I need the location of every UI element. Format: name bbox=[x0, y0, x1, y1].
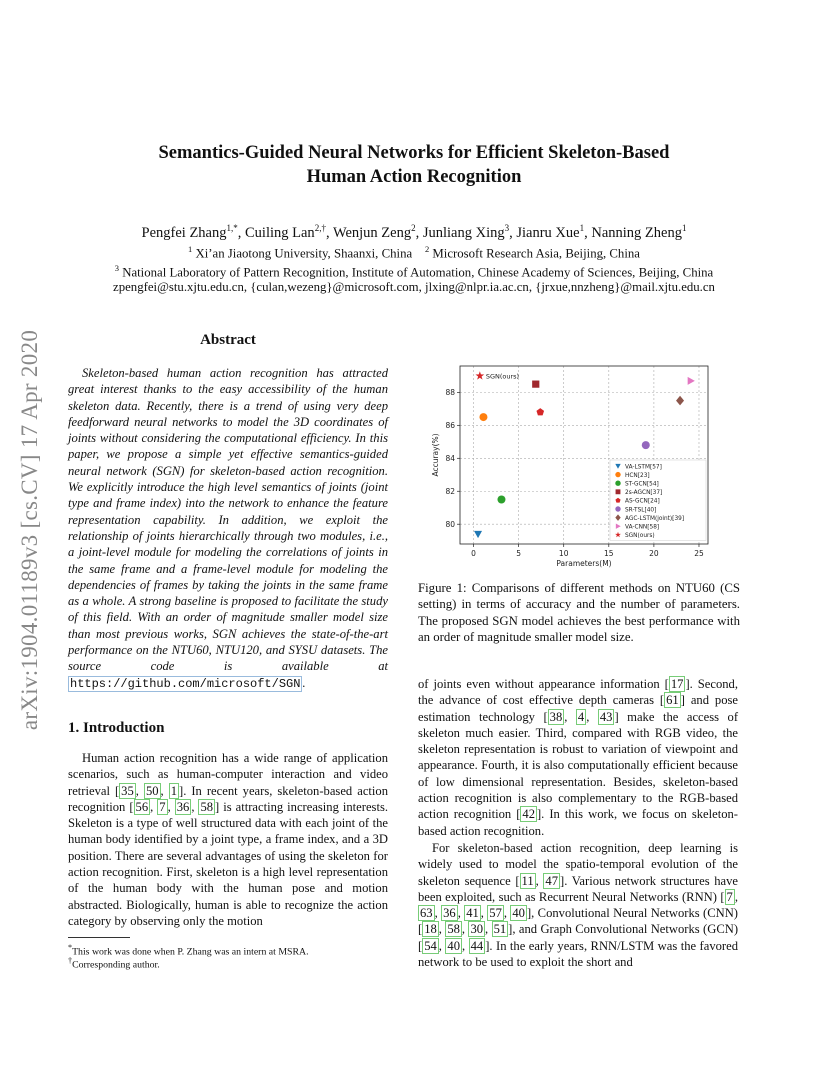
paragraph-text: ]. In this work, we focus on skeleton-based action recognition. bbox=[418, 807, 738, 838]
data-point bbox=[536, 408, 544, 415]
legend-label: 2s-AGCN[37] bbox=[625, 490, 663, 497]
abstract-end: . bbox=[302, 675, 306, 690]
author-emails: zpengfei@stu.xjtu.edu.cn, {culan,wezeng}@microsoft.com, jlxing@nlpr.ia.ac.cn, {jrxue,nnzheng}@mail.xjtu.edu.cn bbox=[113, 280, 715, 294]
paragraph-text: , bbox=[167, 799, 175, 814]
paragraph-text: ]. In recent years, skeleton-based action recognition [ bbox=[68, 783, 389, 814]
author-name: Nanning Zheng bbox=[591, 224, 682, 241]
paragraph-text: ], Convolutional Neural Networks (CNN) [ bbox=[418, 906, 738, 937]
paragraph-text: , bbox=[535, 873, 544, 888]
paragraph-text: , bbox=[480, 906, 488, 921]
citation-link[interactable]: 7 bbox=[159, 799, 166, 814]
paper-title-line-1: Semantics-Guided Neural Networks for Efficient Skeleton-Based bbox=[158, 143, 670, 163]
paper-title bbox=[0, 141, 828, 189]
citation-link[interactable]: 61 bbox=[666, 693, 679, 708]
paragraph-text: , bbox=[461, 922, 469, 937]
paragraph-text: Human action recognition has a wide range of application scenarios, such as human-computer interaction and video retrieval [ bbox=[68, 751, 388, 798]
citation-link[interactable]: 42 bbox=[522, 807, 535, 822]
citation-link[interactable]: 51 bbox=[493, 922, 507, 937]
affiliation-2: Microsoft Research Asia, Beijing, China bbox=[432, 246, 640, 261]
citation-link[interactable]: 63 bbox=[420, 906, 433, 921]
y-tick-label: 86 bbox=[445, 421, 455, 431]
affiliation-3: National Laboratory of Pattern Recognition, Institute of Automation, Chinese Academy of Sciences, Beijing, China bbox=[122, 265, 714, 280]
paragraph-text: ] is attracting increasing interests. Skeleton is a type of well structured data with each joint of the human body identified by a joint type, a frame index, and a 3D position. There are several advantages of using the skeleton for action recognition. First, skeleton is a high level representation of the human body with the human pose and motion abstracted. Biologically, human is able to recognize the action category by observing only the motion bbox=[68, 799, 389, 928]
citation-link[interactable]: 36 bbox=[443, 906, 456, 921]
legend-marker bbox=[616, 489, 621, 494]
x-tick-label: 0 bbox=[471, 549, 476, 558]
legend-label: VA-LSTM[57] bbox=[625, 464, 662, 471]
paragraph-text: ] and pose estimation technology [ bbox=[418, 693, 739, 724]
citation-link[interactable]: 18 bbox=[424, 922, 437, 937]
author-name: Cuiling Lan bbox=[245, 224, 315, 241]
col2-paragraph-2 bbox=[418, 840, 738, 970]
x-axis-label: Parameters(M) bbox=[556, 559, 612, 568]
citation-link[interactable]: 1 bbox=[170, 783, 177, 798]
footnote-2-text: Corresponding author. bbox=[72, 959, 160, 971]
citation-link[interactable]: 7 bbox=[726, 889, 733, 904]
abstract-text: Skeleton-based human action recognition has attracted great interest thanks to the easy accessibility of the human skeleton data. Recently, there is a trend of using very deep feedforward neural networks to model the 3D coordinates of joints without considering the computational efficiency. In this paper, we propose a simple yet effective semantics-guided neural network (SGN) for skeleton-based action recognition. We explicitly introduce the high level semantics of joints (joint type and frame index) into the network to enhance the feature representation capability. In addition, we exploit the relationship of joints hierarchically through two modules, i.e., a joint-level module for modeling the correlations of joints in the same frame and a frame-level module for modeling the dependencies of frames by taking the joints in the same frame as a whole. A strong baseline is proposed to facilitate the study of this field. With an order of magnitude smaller model size than most previous works, SGN achieves the state-of-the-art performance on the NTU60, NTU120, and SYSU datasets. The source code is available at bbox=[68, 366, 388, 674]
author-list: Pengfei Zhang$^{1,*}$, Cuiling Lan$^{2,\dagger}$, Wenjun Zeng$^2$, Junliang Xing$^3$, Jianru Xue$^1$, Nanning Zheng$^1$ bbox=[141, 223, 687, 241]
legend-label: AS-GCN[24] bbox=[625, 498, 660, 505]
paragraph-text: ]. Second, the advance of cost effective depth cameras [ bbox=[418, 677, 738, 708]
citation-link[interactable]: 43 bbox=[599, 709, 613, 724]
data-point bbox=[676, 396, 684, 406]
citation-link[interactable]: 50 bbox=[145, 783, 159, 798]
paragraph-text: , bbox=[135, 783, 144, 798]
footnote-rule bbox=[68, 937, 130, 938]
author-affiliation-mark: 1 bbox=[681, 223, 687, 233]
paragraph-text: , bbox=[438, 938, 446, 953]
x-tick-label: 20 bbox=[649, 549, 659, 558]
col2-paragraph-1 bbox=[418, 676, 738, 839]
paragraph-text: , bbox=[191, 799, 199, 814]
section-heading-introduction: 1. Introduction bbox=[68, 720, 165, 736]
data-point bbox=[688, 377, 695, 385]
legend-label: ST-GCN[54] bbox=[625, 481, 659, 488]
data-point bbox=[474, 531, 482, 538]
y-axis-label: Accuray(%) bbox=[431, 433, 440, 477]
legend-label: VA-CNN[58] bbox=[625, 524, 660, 531]
citation-link[interactable]: 44 bbox=[470, 938, 484, 953]
legend-marker bbox=[615, 506, 620, 511]
paragraph-text: , bbox=[150, 799, 158, 814]
figure-1-caption: Figure 1: Comparisons of different methods on NTU60 (CS setting) in terms of accuracy and the number of parameters. The proposed SGN model achieves the best performance with an order of magnitude smaller model size. bbox=[418, 581, 740, 644]
paragraph-text: , bbox=[434, 906, 442, 921]
paragraph-text: of joints even without appearance information [ bbox=[418, 677, 669, 691]
author-name: Wenjun Zeng bbox=[332, 224, 412, 241]
author-affiliation-mark: 1 bbox=[579, 223, 585, 233]
paragraph-text: , bbox=[160, 783, 169, 798]
author-name: Pengfei Zhang bbox=[141, 224, 227, 241]
arxiv-stamp-text: arXiv:1904.01189v3 [cs.CV] 17 Apr 2020 bbox=[17, 329, 42, 731]
y-tick-label: 88 bbox=[445, 388, 455, 398]
data-point bbox=[497, 496, 505, 504]
citation-link[interactable]: 40 bbox=[447, 938, 460, 953]
abstract-heading: Abstract bbox=[200, 332, 256, 348]
affiliation-1: Xi’an Jiaotong University, Shaanxi, China bbox=[195, 246, 413, 261]
sgn-callout-label: SGN(ours) bbox=[485, 372, 520, 381]
affiliation-3-mark: 3 bbox=[114, 263, 119, 273]
affiliation-2-mark: 2 bbox=[424, 244, 430, 254]
intro-paragraph-1 bbox=[68, 750, 388, 929]
citation-link[interactable]: 17 bbox=[670, 677, 684, 691]
paragraph-text: , bbox=[564, 709, 576, 724]
citation-link[interactable]: 4 bbox=[577, 709, 585, 724]
legend-label: HCN[23] bbox=[625, 472, 650, 479]
legend-marker bbox=[615, 472, 620, 477]
legend-marker bbox=[615, 481, 620, 486]
data-point bbox=[642, 441, 650, 449]
citation-link[interactable]: 41 bbox=[466, 906, 479, 921]
abstract-body bbox=[68, 365, 388, 692]
footnote-1-text: This work was done when P. Zhang was an intern at MSRA. bbox=[72, 946, 309, 958]
paragraph-text: , bbox=[485, 922, 492, 937]
paragraph-text: ] make the access of skeleton much easier. Third, compared with RGB video, the skeleton representation is robust to variation of viewpoint and appearance. Fourth, it is also computationally efficient because of low dimensional representation. Besides, skeleton-based action recognition is also complementary to the RGB-based action recognition [ bbox=[418, 709, 739, 822]
paragraph-text: , bbox=[438, 922, 446, 937]
paragraph-text: ], and Graph Convolutional Networks (GCN) [ bbox=[418, 922, 739, 953]
citation-link[interactable]: 58 bbox=[447, 922, 460, 937]
source-code-link[interactable]: https://github.com/microsoft/SGN bbox=[70, 676, 301, 691]
citation-link[interactable]: 58 bbox=[200, 799, 214, 814]
citation-link[interactable]: 40 bbox=[512, 906, 525, 921]
author-affiliation-mark: 2 bbox=[411, 223, 416, 233]
figure-1-scatter-chart bbox=[418, 356, 738, 571]
citation-link[interactable]: 47 bbox=[545, 873, 558, 888]
affiliation-1-mark: 1 bbox=[188, 244, 193, 254]
footnote-2-mark: † bbox=[68, 956, 73, 965]
paragraph-text: ]. In the early years, RNN/LSTM was the favored network to be used to exploit the short and bbox=[418, 938, 739, 970]
author-affiliation-mark: 3 bbox=[504, 223, 510, 233]
x-tick-label: 15 bbox=[604, 549, 614, 558]
data-point bbox=[479, 413, 487, 421]
y-tick-label: 80 bbox=[445, 519, 455, 529]
x-tick-label: 5 bbox=[516, 549, 522, 558]
footnote-2 bbox=[68, 954, 388, 971]
paper-title-line-2: Human Action Recognition bbox=[306, 167, 522, 187]
citation-link[interactable]: 38 bbox=[549, 709, 563, 724]
paragraph-text: , bbox=[503, 906, 511, 921]
x-tick-label: 25 bbox=[694, 549, 704, 558]
paragraph-text: , bbox=[734, 889, 738, 904]
legend-label: AGC-LSTM(joint)[39] bbox=[625, 515, 685, 522]
y-tick-label: 82 bbox=[445, 486, 455, 496]
author-name: Junliang Xing bbox=[422, 224, 505, 241]
legend-label: SGN(ours) bbox=[625, 533, 655, 540]
arxiv-stamp bbox=[10, 300, 50, 760]
data-point bbox=[532, 381, 539, 388]
legend-label: SR-TSL[40] bbox=[625, 507, 657, 514]
citation-link[interactable]: 11 bbox=[521, 873, 534, 888]
y-tick-label: 84 bbox=[445, 453, 455, 463]
citation-link[interactable]: 35 bbox=[121, 783, 134, 798]
citation-link[interactable]: 30 bbox=[470, 922, 484, 937]
citation-link[interactable]: 57 bbox=[489, 906, 502, 921]
citation-link[interactable]: 54 bbox=[424, 938, 437, 953]
paragraph-text: For skeleton-based action recognition, deep learning is widely used to model the spatio-temporal evolution of the skeleton sequence [ bbox=[418, 841, 738, 888]
author-affiliation-mark: 1,* bbox=[226, 223, 238, 233]
citation-link[interactable]: 56 bbox=[135, 799, 149, 814]
data-point bbox=[475, 371, 484, 379]
footnote-1-mark: * bbox=[68, 943, 73, 952]
paragraph-text: ]. Various network structures have been exploited, such as Recurrent Neural Networks (RNN) [ bbox=[418, 873, 738, 904]
paragraph-text: , bbox=[457, 906, 465, 921]
x-tick-label: 10 bbox=[558, 549, 569, 558]
author-name: Jianru Xue bbox=[516, 224, 580, 241]
paragraph-text: , bbox=[462, 938, 469, 953]
citation-link[interactable]: 36 bbox=[176, 799, 190, 814]
author-affiliation-mark: 2,† bbox=[314, 223, 326, 233]
paragraph-text: , bbox=[586, 709, 598, 724]
